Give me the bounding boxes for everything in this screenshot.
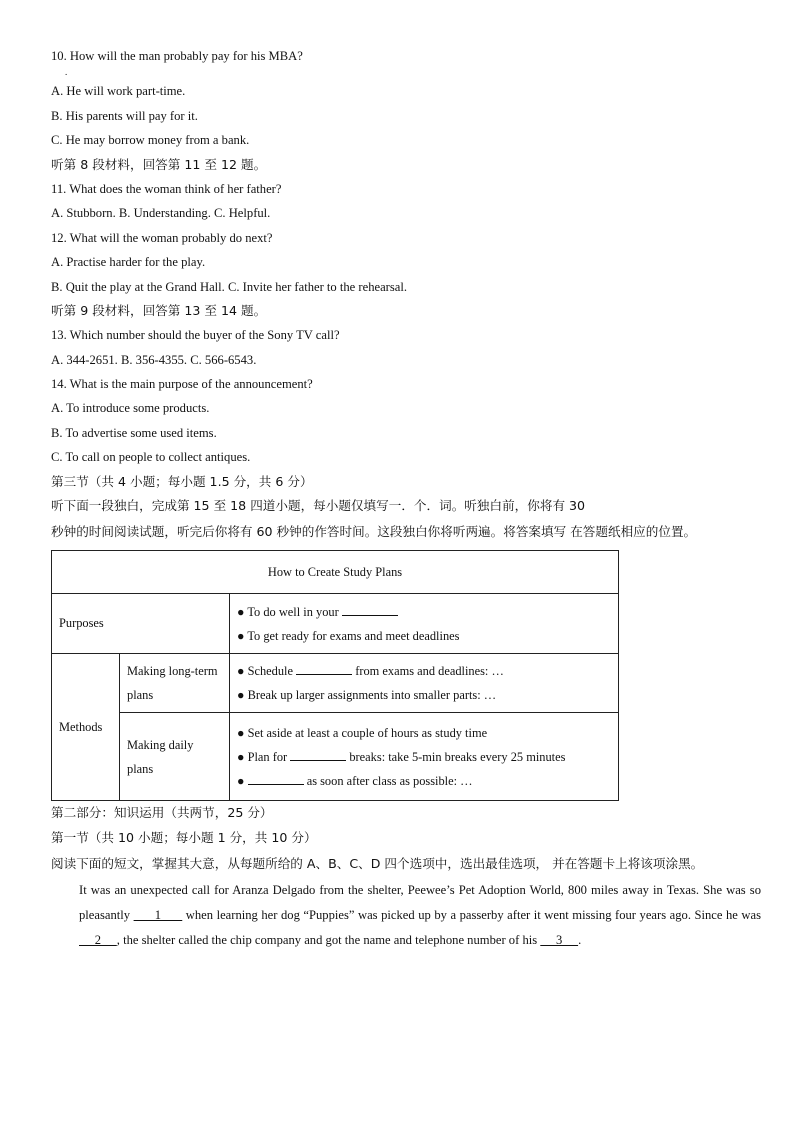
- purpose-item-2: ● To get ready for exams and meet deadlines: [237, 628, 460, 643]
- q14-stem: 14. What is the main purpose of the announcement?: [51, 377, 313, 392]
- daily-label: Making daily plans: [120, 713, 230, 801]
- q11-stem: 11. What does the woman think of her father?: [51, 181, 282, 196]
- section9-heading: 听第 9 段材料，回答第 13 至 14 题。: [51, 302, 267, 318]
- daily-item-1: ● Set aside at least a couple of hours as study time: [237, 725, 488, 740]
- q14-option-c: C. To call on people to collect antiques.: [51, 450, 251, 465]
- stray-dot: .: [65, 67, 68, 78]
- purpose-item-1: ● To do well in your: [237, 600, 611, 624]
- answer-blank-18: [248, 773, 304, 785]
- q13-stem: 13. Which number should the buyer of the Sony TV call?: [51, 328, 340, 343]
- daily-item-3: ● as soon after class as possible: …: [237, 773, 473, 788]
- methods-label: Methods: [52, 654, 120, 801]
- q10-option-b: B. His parents will pay for it.: [51, 108, 198, 123]
- cloze-blank-3: 3: [540, 933, 579, 948]
- q10-option-a: A. He will work part-time.: [51, 84, 186, 99]
- daily-item-2: ● Plan for breaks: take 5-min breaks every 25 minutes: [237, 749, 566, 764]
- q10-stem: 10. How will the man probably pay for his MBA?: [51, 49, 303, 63]
- part2-instruction: 阅读下面的短文，掌握其大意，从每题所给的 A、B、C、D 四个选项中，选出最佳选项， 并在答题卡上将该项涂黑。: [51, 856, 704, 872]
- part2-section1-header: 第一节（共 10 小题；每小题 1 分，共 10 分）: [51, 829, 317, 845]
- purposes-label: Purposes: [52, 594, 230, 654]
- longterm-label: Making long-term plans: [120, 654, 230, 713]
- longterm-item-1: ● Schedule from exams and deadlines: …: [237, 664, 504, 679]
- longterm-cell: [230, 654, 619, 713]
- part2-header: 第二部分：知识运用（共两节，25 分）: [51, 805, 273, 821]
- answer-blank-17: [290, 749, 346, 761]
- exam-page: [51, 44, 761, 953]
- part3-instruction-2: 秒钟的时间阅读试题，听完后你将有 60 秒钟的作答时间。这段独白你将听两遍。将答案填写 在答题纸相应的位置。: [51, 524, 697, 540]
- q13-options: A. 344-2651. B. 356-4355. C. 566-6543.: [51, 352, 257, 367]
- q10-option-c: C. He may borrow money from a bank.: [51, 133, 250, 148]
- q14-option-b: B. To advertise some used items.: [51, 425, 217, 440]
- answer-blank-15: [342, 604, 398, 616]
- table-title: How to Create Study Plans: [52, 551, 619, 594]
- q12-options-bc: B. Quit the play at the Grand Hall. C. Invite her father to the rehearsal.: [51, 279, 408, 294]
- purposes-cell: [230, 594, 619, 654]
- daily-cell: [230, 713, 619, 801]
- part3-instruction-1: 听下面一段独白，完成第 15 至 18 四道小题，每小题仅填写一．个．词。听独白前，你将有 30: [51, 498, 586, 514]
- q12-option-a: A. Practise harder for the play.: [51, 255, 206, 270]
- cloze-blank-2: 2: [79, 933, 117, 948]
- cloze-passage: It was an unexpected call for Aranza Delgado from the shelter, Peewee’s Pet Adoption World, 800 miles away in Texas. She was so pleasantly 1 when learning her dog “Puppies” was picked up by a passerby after it went missing four years ago. Since he was 2 , the shelter called the chip company and got the name and telephone number of his 3 .: [79, 883, 761, 948]
- cloze-blank-1: 1: [133, 908, 183, 923]
- part3-header: 第三节（共 4 小题；每小题 1.5 分，共 6 分）: [51, 473, 313, 489]
- q14-option-a: A. To introduce some products.: [51, 401, 210, 416]
- study-plan-table: [51, 550, 619, 801]
- section8-heading: 听第 8 段材料，回答第 11 至 12 题。: [51, 156, 267, 172]
- q12-stem: 12. What will the woman probably do next?: [51, 230, 273, 245]
- answer-blank-16: [296, 663, 352, 675]
- q11-options: A. Stubborn. B. Understanding. C. Helpful.: [51, 206, 271, 221]
- longterm-item-2: ● Break up larger assignments into smaller parts: …: [237, 688, 497, 703]
